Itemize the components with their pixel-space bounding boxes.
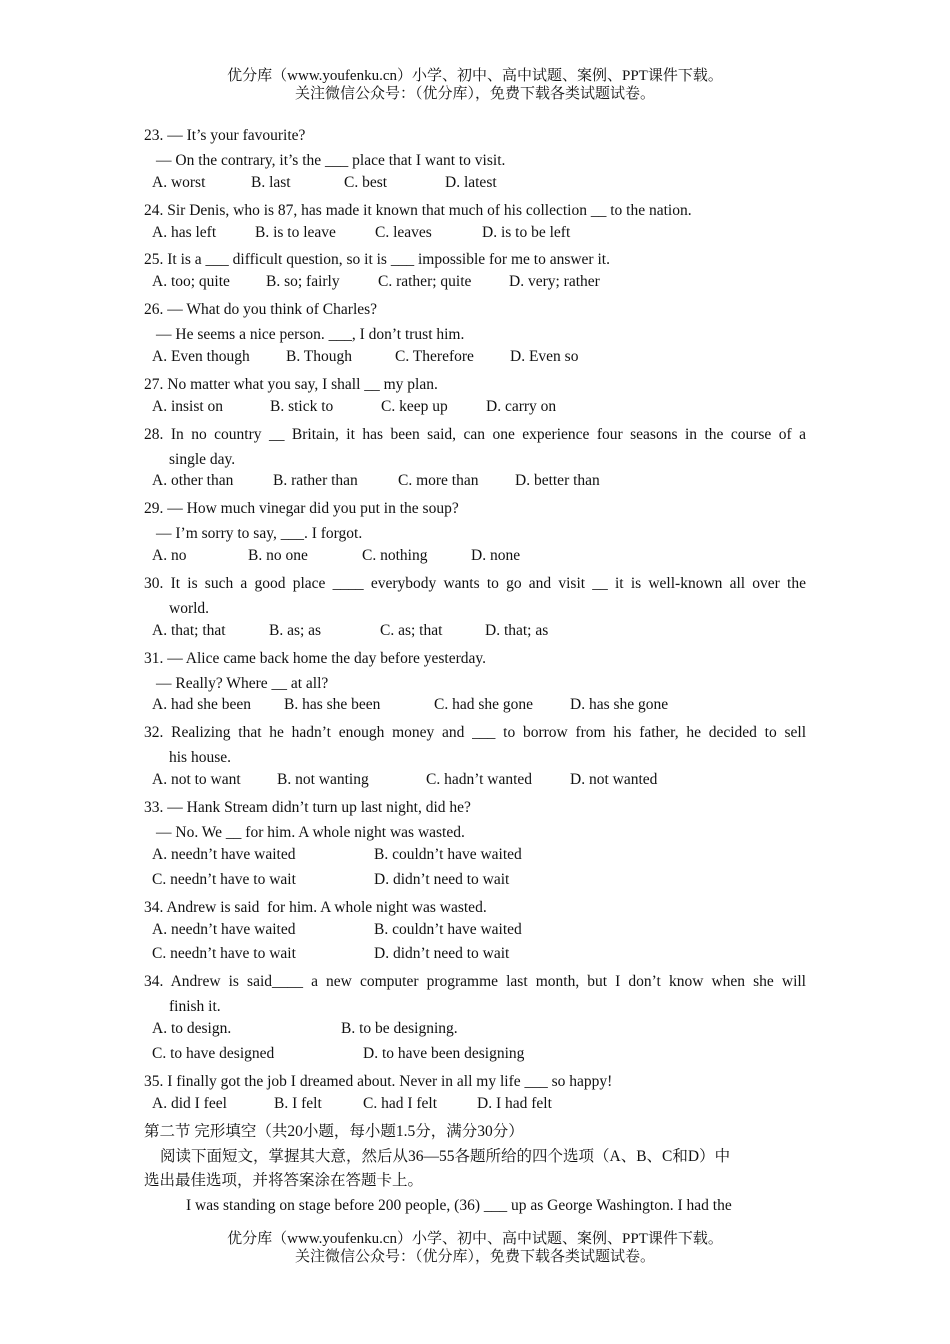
q34-options-row1 <box>144 1020 806 1045</box>
q33-stem: 33. — Hank Stream didn’t turn up last night, did he? <box>144 799 471 817</box>
q34-option-b[interactable]: B. to be designing. <box>341 1020 458 1038</box>
header-line-1: 优分库（www.youfenku.cn）小学、初中、高中试题、案例、PPT课件下载。 <box>227 68 723 84</box>
q27-option-c[interactable]: C. keep up <box>381 397 448 415</box>
q27-option-b[interactable]: B. stick to <box>270 397 334 415</box>
q31-option-a[interactable]: A. had she been <box>152 696 251 714</box>
q32-option-c[interactable]: C. hadn’t wanted <box>426 771 533 789</box>
q23-options <box>144 174 806 199</box>
q33-reply: — No. We __ for him. A whole night was wasted. <box>156 823 465 841</box>
q34-stem: 34. Andrew is said____ a new computer programme last month, but I don’t know when she will <box>144 973 806 991</box>
q30-option-a[interactable]: A. that; that <box>152 621 226 639</box>
q35-option-d[interactable]: D. I had felt <box>477 1094 552 1112</box>
q24-option-b[interactable]: B. is to leave <box>255 223 336 241</box>
q33-option-d[interactable]: D. didn’t need to wait <box>374 870 510 888</box>
q29-option-c[interactable]: C. nothing <box>362 547 428 565</box>
q32-stem: 32. Realizing that he hadn’t enough money and ___ to borrow from his father, he decided to sell <box>144 724 806 742</box>
q24-stem: 24. Sir Denis, who is 87, has made it known that much of his collection __ to the nation. <box>144 201 692 219</box>
q28-stem-cont: single day. <box>169 450 236 468</box>
q26-option-a[interactable]: A. Even though <box>152 348 250 366</box>
q34-stem-cont: finish it. <box>169 998 221 1016</box>
q29-option-a[interactable]: A. no <box>152 547 187 565</box>
q24-option-d[interactable]: D. is to be left <box>482 223 571 241</box>
q28-option-d[interactable]: D. better than <box>515 472 600 490</box>
section2-title: 第二节 完形填空（共20小题，每小题1.5分，满分30分） <box>144 1122 524 1140</box>
q31-option-b[interactable]: B. has she been <box>284 696 381 714</box>
q27-stem: 27. No matter what you say, I shall __ my plan. <box>144 375 438 393</box>
q28-stem: 28. In no country __ Britain, it has been said, can one experience four seasons in the course of a <box>144 425 806 443</box>
q28-option-c[interactable]: C. more than <box>398 472 479 490</box>
q34-fragment-option-a[interactable]: A. needn’t have waited <box>152 920 296 938</box>
q30-stem: 30. It is such a good place ____ everybody wants to go and visit __ it is well-known all over the <box>144 575 806 593</box>
q26-option-c[interactable]: C. Therefore <box>395 348 474 366</box>
q30-option-b[interactable]: B. as; as <box>269 621 322 639</box>
q33-options-row1 <box>144 846 806 871</box>
q24-option-c[interactable]: C. leaves <box>375 223 432 241</box>
q31-reply: — Really? Where __ at all? <box>156 674 329 692</box>
q23-option-b[interactable]: B. last <box>251 173 291 191</box>
q26-options <box>144 348 806 373</box>
q29-option-d[interactable]: D. none <box>471 547 521 565</box>
q28-options <box>144 472 806 497</box>
q25-option-a[interactable]: A. too; quite <box>152 273 230 291</box>
q33-option-b[interactable]: B. couldn’t have waited <box>374 845 522 863</box>
q26-reply: — He seems a nice person. ___, I don’t trust him. <box>156 326 465 344</box>
q34-fragment-options-row1 <box>144 921 806 946</box>
page-footer <box>0 1230 950 1266</box>
q34-fragment-options-row2 <box>144 945 806 970</box>
page-header <box>0 67 950 103</box>
q34-option-a[interactable]: A. to design. <box>152 1020 232 1038</box>
q29-option-b[interactable]: B. no one <box>248 547 308 565</box>
q25-options <box>144 273 806 298</box>
q33-option-c[interactable]: C. needn’t have to wait <box>152 870 296 888</box>
footer-line-2: 关注微信公众号：（优分库），免费下载各类试题试卷。 <box>294 1249 655 1265</box>
q35-option-a[interactable]: A. did I feel <box>152 1094 227 1112</box>
q31-options <box>144 696 806 721</box>
q24-option-a[interactable]: A. has left <box>152 223 217 241</box>
q29-stem: 29. — How much vinegar did you put in the soup? <box>144 500 459 518</box>
q35-option-c[interactable]: C. had I felt <box>363 1094 438 1112</box>
q31-stem: 31. — Alice came back home the day before yesterday. <box>144 649 487 667</box>
q32-options <box>144 771 806 796</box>
q23-option-d[interactable]: D. latest <box>445 173 497 191</box>
q31-option-c[interactable]: C. had she gone <box>434 696 534 714</box>
q25-option-c[interactable]: C. rather; quite <box>378 273 472 291</box>
q34-option-c[interactable]: C. to have designed <box>152 1044 275 1062</box>
q35-option-b[interactable]: B. I felt <box>274 1094 322 1112</box>
q27-option-a[interactable]: A. insist on <box>152 397 224 415</box>
q27-option-d[interactable]: D. carry on <box>486 397 557 415</box>
q30-stem-cont: world. <box>169 599 210 617</box>
q25-option-b[interactable]: B. so; fairly <box>266 273 340 291</box>
q29-options <box>144 547 806 572</box>
section2-instructions-line1: 阅读下面短文，掌握其大意，然后从36—55各题所给的四个选项（A、B、C和D）中 <box>160 1147 731 1165</box>
q23-option-c[interactable]: C. best <box>344 173 388 191</box>
q32-option-b[interactable]: B. not wanting <box>277 771 369 789</box>
q33-options-row2 <box>144 871 806 896</box>
footer-line-1: 优分库（www.youfenku.cn）小学、初中、高中试题、案例、PPT课件下载。 <box>227 1231 723 1247</box>
q32-stem-cont: his house. <box>169 749 231 767</box>
q25-option-d[interactable]: D. very; rather <box>509 273 600 291</box>
q34-fragment-option-c[interactable]: C. needn’t have to wait <box>152 945 296 963</box>
q30-option-d[interactable]: D. that; as <box>485 621 549 639</box>
q26-option-d[interactable]: D. Even so <box>510 348 579 366</box>
q27-options <box>144 398 806 423</box>
exam-content <box>144 124 806 1219</box>
q26-option-b[interactable]: B. Though <box>286 348 353 366</box>
q34-fragment-option-b[interactable]: B. couldn’t have waited <box>374 920 522 938</box>
q23-option-a[interactable]: A. worst <box>152 173 206 191</box>
q28-option-b[interactable]: B. rather than <box>273 472 358 490</box>
q23-reply: — On the contrary, it’s the ___ place that I want to visit. <box>156 151 506 169</box>
q29-reply: — I’m sorry to say, ___. I forgot. <box>156 525 363 543</box>
q26-stem: 26. — What do you think of Charles? <box>144 301 378 319</box>
q34-options-row2 <box>144 1045 806 1070</box>
q32-option-a[interactable]: A. not to want <box>152 771 241 789</box>
q28-option-a[interactable]: A. other than <box>152 472 234 490</box>
q35-stem: 35. I finally got the job I dreamed about. Never in all my life ___ so happy! <box>144 1072 613 1090</box>
q31-option-d[interactable]: D. has she gone <box>570 696 669 714</box>
header-line-2: 关注微信公众号：（优分库），免费下载各类试题试卷。 <box>294 86 655 102</box>
section2-instructions-line2: 选出最佳选项，并将答案涂在答题卡上。 <box>144 1172 424 1190</box>
q33-option-a[interactable]: A. needn’t have waited <box>152 845 296 863</box>
q30-option-c[interactable]: C. as; that <box>380 621 443 639</box>
q30-options <box>144 622 806 647</box>
passage-first-line: I was standing on stage before 200 people, (36) ___ up as George Washington. I had the <box>186 1197 732 1215</box>
q32-option-d[interactable]: D. not wanted <box>570 771 658 789</box>
q34-fragment-option-d[interactable]: D. didn’t need to wait <box>374 945 510 963</box>
q23-stem: 23. — It’s your favourite? <box>144 127 306 144</box>
q24-options <box>144 224 806 249</box>
q35-options <box>144 1095 806 1120</box>
q34-fragment-stem: 34. Andrew is said for him. A whole night was wasted. <box>144 898 487 916</box>
q25-stem: 25. It is a ___ difficult question, so it is ___ impossible for me to answer it. <box>144 251 610 269</box>
q34-option-d[interactable]: D. to have been designing <box>363 1044 525 1062</box>
